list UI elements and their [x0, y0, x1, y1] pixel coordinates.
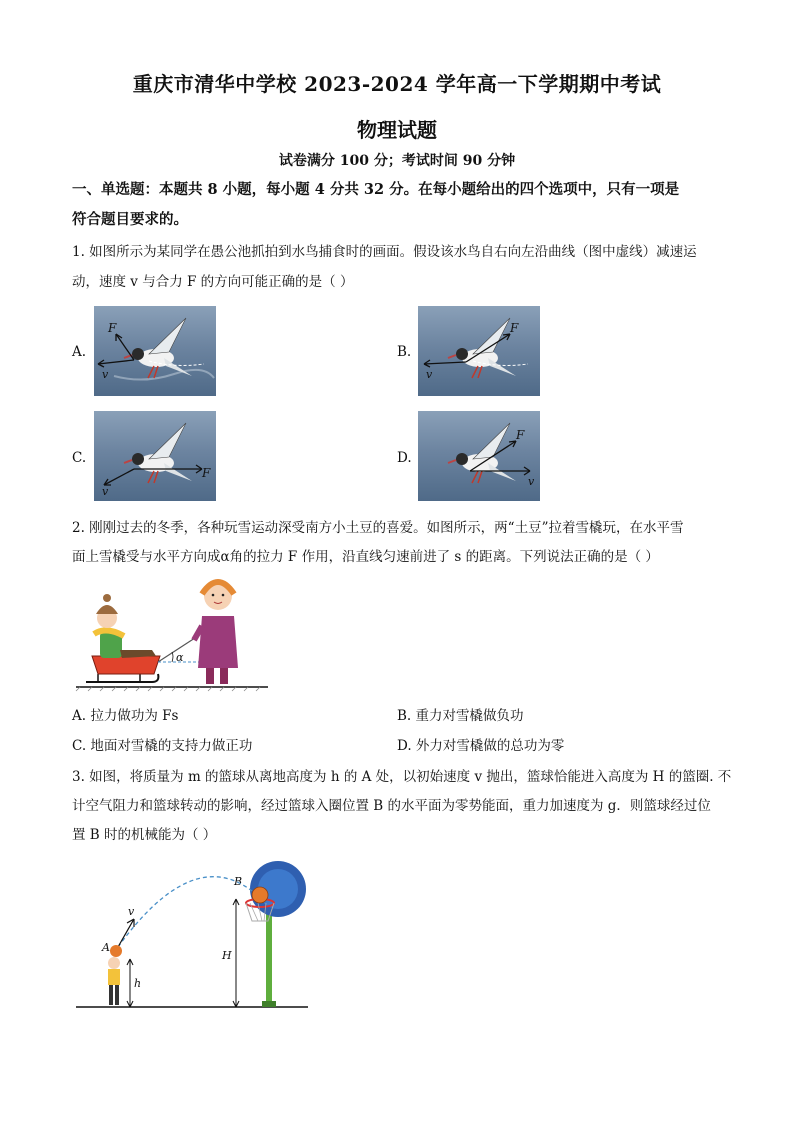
- q1-c-velocity-label: v: [102, 485, 109, 498]
- q1-option-c-image: [94, 411, 216, 501]
- q2-angle-label: α: [176, 651, 184, 664]
- exam-info: 试卷满分 100 分；考试时间 90 分钟: [278, 153, 516, 169]
- q1-a-force-label: F: [108, 321, 117, 335]
- q3-label-a: A: [102, 941, 110, 954]
- q2-sled-figure: [72, 570, 272, 692]
- q2-text-line1: 2. 刚刚过去的冬季，各种玩雪运动深受南方小土豆的喜爱。如图所示，两“土豆”拉着雪橇玩，在水平雪: [72, 520, 684, 536]
- q2-option-b: B. 重力对雪橇做负功: [397, 708, 524, 724]
- q1-d-velocity-label: v: [528, 475, 535, 488]
- q1-option-b-image: [418, 306, 540, 396]
- q3-label-H: H: [222, 949, 232, 962]
- q3-label-b: B: [234, 875, 243, 888]
- q1-c-force-label: F: [202, 466, 211, 480]
- q2-option-d: D. 外力对雪橇做的总功为零: [397, 738, 565, 754]
- q1-option-a-label: A.: [72, 344, 87, 360]
- section-heading-line1: 一、单选题：本题共 8 小题，每小题 4 分共 32 分。在每小题给出的四个选项中，只有一项是: [72, 181, 680, 198]
- q1-a-velocity-label: v: [102, 368, 109, 381]
- q1-option-b-label: B.: [397, 344, 412, 360]
- q1-text-line2: 动，速度 v 与合力 F 的方向可能正确的是（ ）: [72, 274, 354, 290]
- q3-text-line2: 计空气阻力和篮球转动的影响，经过篮球入圈位置 B 的水平面为零势能面，重力加速度为 g．则篮球经过位: [72, 798, 711, 814]
- q2-text-line2: 面上雪橇受与水平方向成α角的拉力 F 作用，沿直线匀速前进了 s 的距离。下列说法正确的是（ ）: [72, 549, 659, 565]
- q1-option-d-image: [418, 411, 540, 501]
- q3-label-v: v: [128, 905, 135, 918]
- q1-text-line1: 1. 如图所示为某同学在愚公池抓拍到水鸟捕食时的画面。假设该水鸟自右向左沿曲线（图中虚线）减速运: [72, 244, 697, 260]
- exam-title: 重庆市清华中学校 2023-2024 学年高一下学期期中考试: [132, 72, 662, 96]
- q1-option-c-label: C.: [72, 450, 87, 466]
- q3-text-line3: 置 B 时的机械能为（ ）: [72, 827, 217, 843]
- q1-b-velocity-label: v: [426, 368, 433, 381]
- exam-subtitle: 物理试题: [357, 118, 437, 142]
- q1-d-force-label: F: [516, 428, 525, 442]
- section-heading-line2: 符合题目要求的。: [72, 211, 188, 228]
- q1-option-a-image: [94, 306, 216, 396]
- q2-option-a: A. 拉力做功为 Fs: [72, 708, 179, 724]
- q1-b-force-label: F: [510, 321, 519, 335]
- q3-text-line1: 3. 如图，将质量为 m 的篮球从离地高度为 h 的 A 处，以初始速度 v 抛出，篮球恰能进入高度为 H 的篮圈. 不: [72, 769, 732, 785]
- q1-option-d-label: D.: [397, 450, 412, 466]
- q2-option-c: C. 地面对雪橇的支持力做正功: [72, 738, 253, 754]
- q3-basketball-figure: [72, 855, 312, 1015]
- q3-label-h: h: [134, 977, 142, 990]
